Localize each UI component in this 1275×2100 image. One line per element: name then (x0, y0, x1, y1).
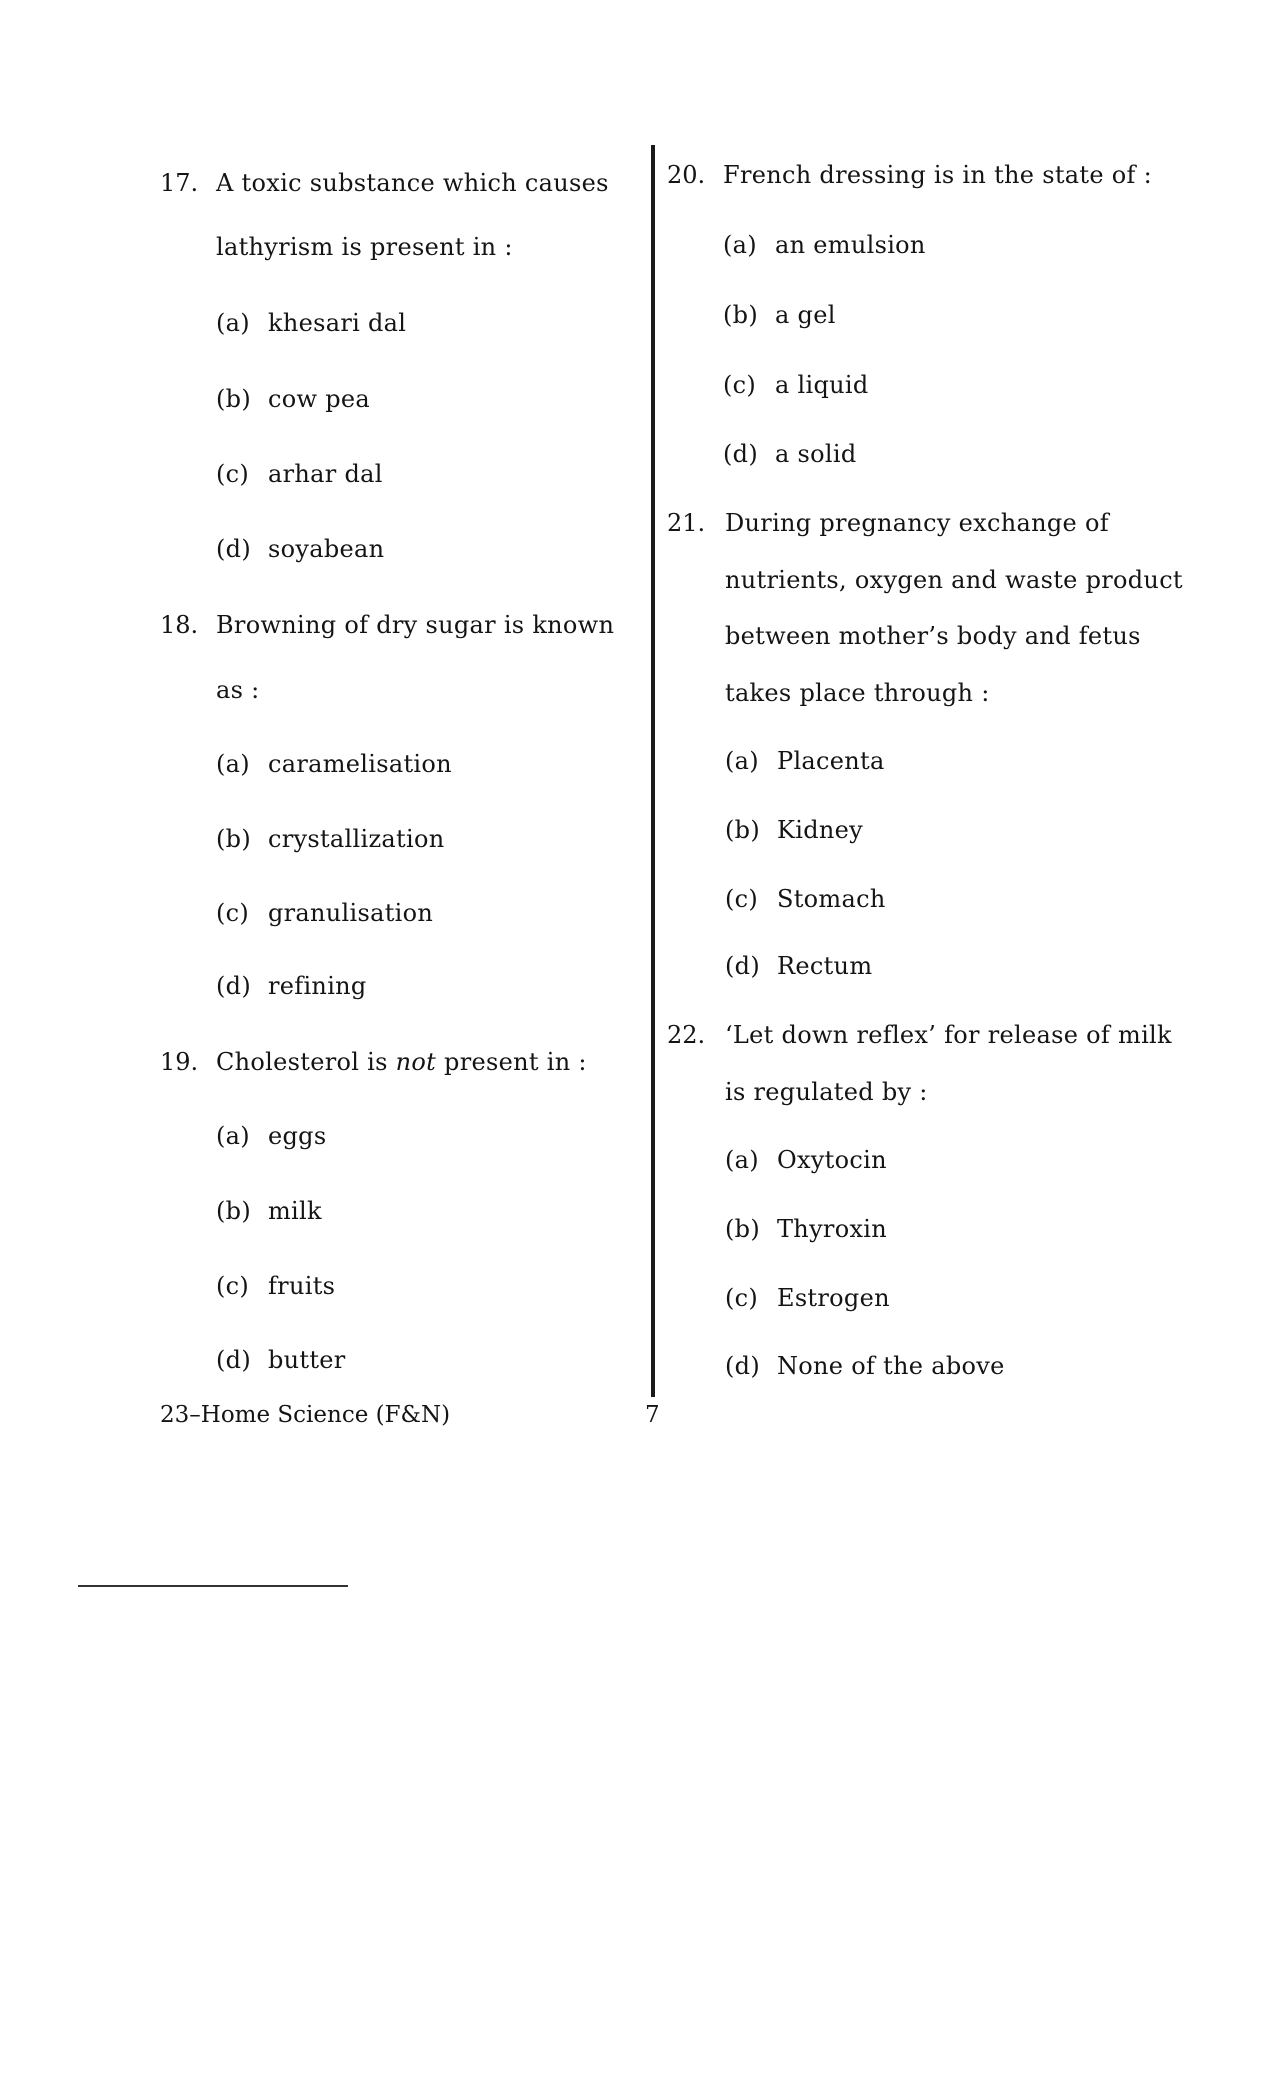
question-text: present in : (436, 1048, 587, 1076)
question-text: A toxic substance which causes (216, 169, 609, 197)
option-label: (a) (216, 309, 250, 337)
question-text-line (216, 168, 631, 198)
option-label: (a) (725, 1146, 759, 1174)
option-label: (d) (216, 972, 251, 1000)
option-d[interactable] (723, 439, 857, 469)
option-label: (b) (725, 816, 760, 844)
option-a[interactable] (216, 1121, 326, 1151)
question-text: Cholesterol is (216, 1048, 396, 1076)
option-label: (a) (216, 750, 250, 778)
option-label: (c) (216, 1272, 250, 1300)
option-label: (b) (725, 1215, 760, 1243)
option-b[interactable] (723, 300, 836, 330)
option-b[interactable] (216, 824, 444, 854)
option-label: (c) (723, 371, 757, 399)
question-number: 17. (160, 169, 199, 197)
question-text-emphasis: not (395, 1048, 437, 1076)
option-text: butter (268, 1346, 346, 1374)
option-text: Kidney (777, 816, 863, 844)
option-text: a solid (775, 440, 857, 468)
question-text-line: lathyrism is present in : (216, 233, 513, 261)
option-text: fruits (268, 1272, 336, 1300)
option-label: (a) (725, 747, 759, 775)
question-text-line: as : (216, 676, 260, 704)
option-label: (d) (216, 1346, 251, 1374)
option-d[interactable] (216, 971, 367, 1001)
option-text: Thyroxin (777, 1215, 888, 1243)
option-text: soyabean (268, 535, 385, 563)
question-number: 18. (160, 611, 199, 639)
option-text: caramelisation (268, 750, 452, 778)
question-text-line: between mother’s body and fetus (725, 622, 1141, 650)
option-text: a liquid (775, 371, 869, 399)
option-label: (b) (723, 301, 758, 329)
option-c[interactable] (216, 898, 433, 928)
option-a[interactable] (725, 746, 885, 776)
option-c[interactable] (723, 370, 869, 400)
option-c[interactable] (216, 1271, 335, 1301)
option-label: (a) (723, 231, 757, 259)
option-label: (b) (216, 1197, 251, 1225)
question-text-line: French dressing is in the state of : (723, 161, 1153, 189)
question-text-line: is regulated by : (725, 1078, 928, 1106)
option-d[interactable] (216, 534, 384, 564)
option-text: khesari dal (268, 309, 407, 337)
question-text-line (216, 1047, 587, 1077)
question-text-line: ‘Let down reflex’ for release of milk (725, 1021, 1172, 1049)
page-number: 7 (645, 1402, 660, 1428)
option-b[interactable] (216, 384, 370, 414)
option-label: (a) (216, 1122, 250, 1150)
option-label: (c) (216, 460, 250, 488)
option-text: None of the above (777, 1352, 1005, 1380)
question-text-line: nutrients, oxygen and waste product (725, 566, 1183, 594)
option-label: (c) (216, 899, 250, 927)
option-text: milk (268, 1197, 322, 1225)
option-text: an emulsion (775, 231, 926, 259)
option-text: crystallization (268, 825, 445, 853)
option-text: a gel (775, 301, 836, 329)
option-d[interactable] (725, 951, 872, 981)
question-text-line: takes place through : (725, 679, 990, 707)
option-label: (c) (725, 885, 759, 913)
option-text: Oxytocin (777, 1146, 887, 1174)
question-text-line: During pregnancy exchange of (725, 509, 1109, 537)
question-text-line: Browning of dry sugar is known (216, 611, 615, 639)
option-a[interactable] (216, 308, 406, 338)
column-divider (651, 145, 655, 1397)
question-number: 22. (667, 1021, 706, 1049)
question-number: 19. (160, 1048, 199, 1076)
horizontal-rule (78, 1585, 348, 1587)
option-label: (d) (725, 1352, 760, 1380)
option-text: Estrogen (777, 1284, 890, 1312)
option-b[interactable] (725, 1214, 887, 1244)
option-c[interactable] (725, 1283, 890, 1313)
option-label: (d) (725, 952, 760, 980)
option-text: eggs (268, 1122, 327, 1150)
option-c[interactable] (725, 884, 886, 914)
option-text: granulisation (268, 899, 434, 927)
option-text: refining (268, 972, 367, 1000)
question-number: 21. (667, 509, 706, 537)
option-text: Placenta (777, 747, 885, 775)
option-label: (d) (216, 535, 251, 563)
option-b[interactable] (725, 815, 863, 845)
footer-subject: 23–Home Science (F&N) (160, 1402, 451, 1428)
option-a[interactable] (216, 749, 452, 779)
option-a[interactable] (723, 230, 926, 260)
option-label: (c) (725, 1284, 759, 1312)
option-text: arhar dal (268, 460, 383, 488)
option-text: Rectum (777, 952, 873, 980)
option-a[interactable] (725, 1145, 887, 1175)
option-label: (d) (723, 440, 758, 468)
question-number: 20. (667, 161, 706, 189)
option-d[interactable] (216, 1345, 346, 1375)
option-label: (b) (216, 825, 251, 853)
option-d[interactable] (725, 1351, 1005, 1381)
option-text: cow pea (268, 385, 371, 413)
option-label: (b) (216, 385, 251, 413)
option-b[interactable] (216, 1196, 322, 1226)
option-text: Stomach (777, 885, 886, 913)
option-c[interactable] (216, 459, 383, 489)
